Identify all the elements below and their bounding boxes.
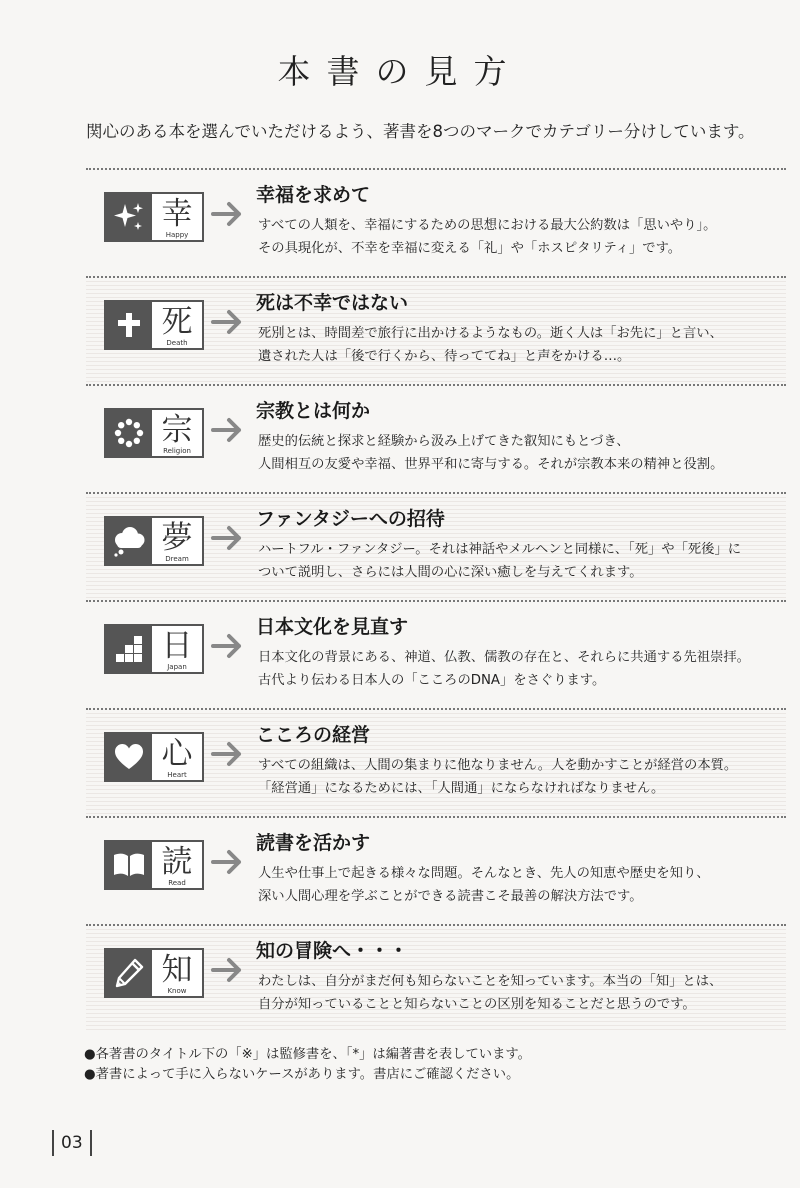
- category-description: わたしは、自分がまだ何も知らないことを知っています。本当の「知」とは、 自分が知っていることと知らないことの区別を知ることだと思うのです。: [258, 974, 723, 1012]
- cloud-icon: [106, 518, 152, 564]
- category-label-en: Death: [166, 339, 188, 347]
- category-description: すべての人類を、幸福にするための思想における最大公約数は「思いやり」。 その具現化が、不幸を幸福に変える「礼」や「ホスピタリティ」です。: [258, 218, 717, 256]
- cross-icon: [106, 302, 152, 348]
- category-label-en: Happy: [165, 231, 189, 239]
- category-title: こころの経営: [256, 724, 371, 746]
- category-kanji: 知: [161, 952, 193, 988]
- category-japan: [0, 604, 800, 712]
- category-religion: [0, 388, 800, 496]
- category-description: すべての組織は、人間の集まりに他なりません。人を動かすことが経営の本質。 「経営通」になるためには、「人間通」にならなければなりません。: [258, 758, 738, 796]
- category-description: 歴史的伝統と探求と経験から汲み上げてきた叡知にもとづき、 人間相互の友愛や幸福、世界平和に寄与する。それが宗教本来の精神と役割。: [258, 434, 724, 472]
- intro-text: 関心のある本を選んでいただけるよう、著書を8つのマークでカテゴリー分けしています。: [86, 122, 755, 141]
- arrow-right-icon: [210, 199, 244, 229]
- category-kanji: 宗: [161, 412, 193, 448]
- category-title: 宗教とは何か: [256, 400, 371, 422]
- divider: [86, 168, 786, 170]
- category-title: 読書を活かす: [256, 832, 371, 854]
- page-title: 本書の見方: [277, 52, 523, 91]
- category-badge: [104, 192, 204, 242]
- arrow-right-icon: [210, 631, 244, 661]
- category-title: ファンタジーへの招待: [256, 508, 445, 530]
- arrow-right-icon: [210, 955, 244, 985]
- category-happy: [0, 172, 800, 280]
- category-kanji: 死: [161, 304, 193, 340]
- category-description: 死別とは、時間差で旅行に出かけるようなもの。逝く人は「お先に」と言い、 遺された人は「後で行くから、待っててね」と声をかける…。: [258, 326, 723, 364]
- category-badge: [104, 840, 204, 890]
- footnotes: [84, 1045, 531, 1085]
- arrow-right-icon: [210, 415, 244, 445]
- category-label-en: Dream: [165, 555, 189, 563]
- category-kanji: 読: [161, 844, 193, 880]
- category-death: [0, 280, 800, 388]
- category-badge: [104, 300, 204, 350]
- category-label-en: Heart: [167, 771, 187, 779]
- category-title: 日本文化を見直す: [256, 616, 409, 638]
- category-badge: [104, 624, 204, 674]
- category-heart: [0, 712, 800, 820]
- category-badge: [104, 732, 204, 782]
- page-number: 03: [52, 1130, 92, 1156]
- footnote: ●各著書のタイトル下の「※」は監修書を、「*」は編著書を表しています。: [84, 1047, 531, 1062]
- sparkle-icon: [106, 194, 152, 240]
- category-kanji: 心: [161, 736, 193, 772]
- stairs-icon: [106, 626, 152, 672]
- category-description: ハートフル・ファンタジー。それは神話やメルヘンと同様に、「死」や「死後」に ついて説明し、さらには人間の心に深い癒しを与えてくれます。: [258, 542, 742, 580]
- category-kanji: 幸: [161, 196, 193, 232]
- category-kanji: 夢: [161, 520, 193, 556]
- dot-circle-icon: [106, 410, 152, 456]
- category-title: 知の冒険へ・・・: [256, 940, 409, 962]
- book-icon: [106, 842, 152, 888]
- category-description: 人生や仕事上で起きる様々な問題。そんなとき、先人の知恵や歴史を知り、 深い人間心理を学ぶことができる読書こそ最善の解決方法です。: [258, 866, 710, 904]
- category-label-en: Know: [167, 987, 187, 995]
- category-read: [0, 820, 800, 928]
- heart-icon: [106, 734, 152, 780]
- arrow-right-icon: [210, 739, 244, 769]
- category-description: 日本文化の背景にある、神道、仏教、儒教の存在と、それらに共通する先祖崇拝。 古代より伝わる日本人の「こころのDNA」をさぐります。: [258, 650, 750, 688]
- arrow-right-icon: [210, 847, 244, 877]
- category-badge: [104, 948, 204, 998]
- arrow-right-icon: [210, 307, 244, 337]
- category-title: 幸福を求めて: [256, 184, 371, 206]
- pencil-icon: [106, 950, 152, 996]
- arrow-right-icon: [210, 523, 244, 553]
- category-know: [0, 928, 800, 1036]
- category-badge: [104, 516, 204, 566]
- category-kanji: 日: [161, 628, 193, 664]
- footnote: ●著書によって手に入らないケースがあります。書店にご確認ください。: [84, 1067, 520, 1082]
- category-label-en: Japan: [167, 663, 187, 671]
- category-title: 死は不幸ではない: [256, 292, 409, 314]
- category-label-en: Religion: [163, 447, 191, 455]
- category-badge: [104, 408, 204, 458]
- category-dream: [0, 496, 800, 604]
- category-label-en: Read: [168, 879, 186, 887]
